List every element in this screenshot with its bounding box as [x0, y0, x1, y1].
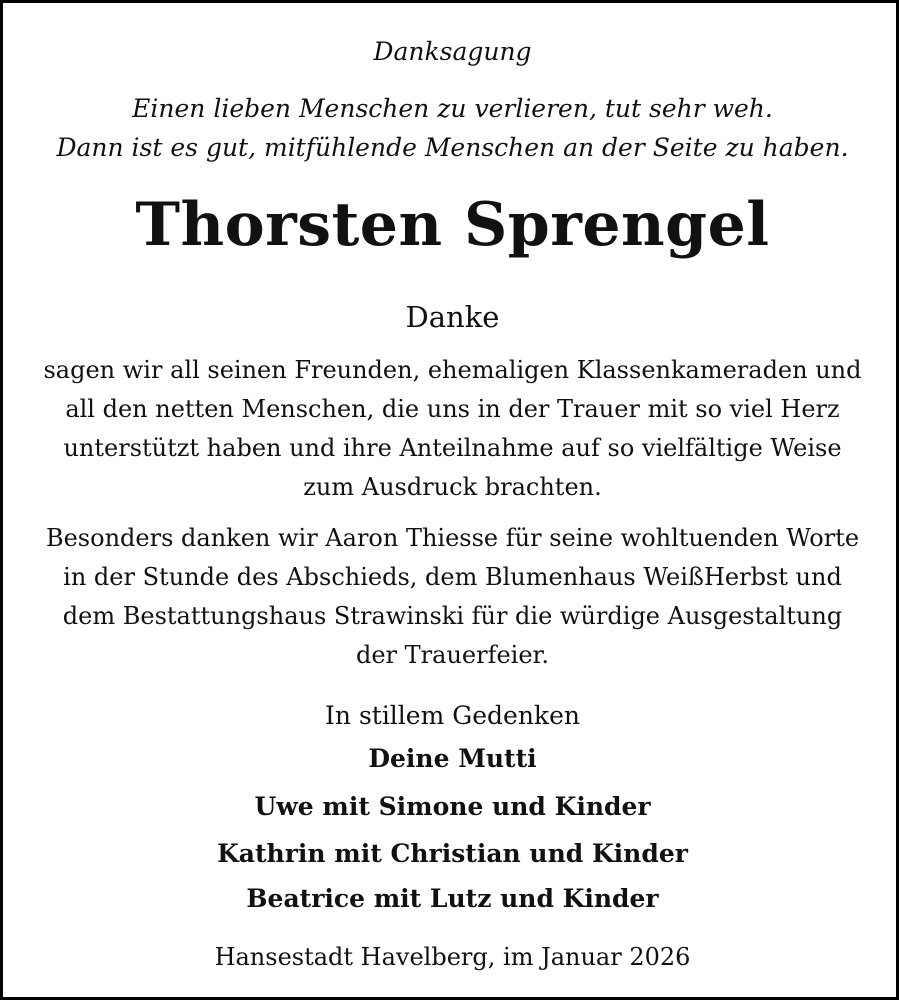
memory-line: In stillem Gedenken: [325, 701, 580, 730]
quote-line-2: Dann ist es gut, mitfühlende Menschen an der Seite zu haben.: [56, 133, 849, 162]
thanks-paragraph-2-line-3: dem Bestattungshaus Strawinski für die würdige Ausgestaltung: [62, 602, 843, 630]
family-line-1: Deine Mutti: [368, 744, 537, 773]
thanks-paragraph-2-line-2: in der Stunde des Abschieds, dem Blumenhaus WeißHerbst und: [63, 563, 842, 591]
deceased-name: Thorsten Sprengel: [135, 190, 770, 260]
thanks-paragraph-2-line-1: Besonders danken wir Aaron Thiesse für seine wohltuenden Worte: [45, 524, 860, 552]
family-line-4: Beatrice mit Lutz und Kinder: [246, 884, 659, 913]
thanks-paragraph-2-line-4: der Trauerfeier.: [355, 641, 550, 669]
thanks-paragraph-1-line-1: sagen wir all seinen Freunden, ehemaligen Klassenkameraden und: [43, 356, 862, 384]
thanks-word: Danke: [405, 300, 500, 334]
family-line-2: Uwe mit Simone und Kinder: [254, 792, 651, 821]
place-and-date: Hansestadt Havelberg, im Januar 2026: [214, 943, 691, 971]
notice-heading: Danksagung: [373, 37, 532, 66]
quote-line-1: Einen lieben Menschen zu verlieren, tut sehr weh.: [132, 94, 773, 123]
family-line-3: Kathrin mit Christian und Kinder: [217, 839, 688, 868]
thanks-paragraph-1-line-2: all den netten Menschen, die uns in der Trauer mit so viel Herz: [65, 395, 840, 423]
thanks-paragraph-1-line-3: unterstützt haben und ihre Anteilnahme auf so vielfältige Weise: [63, 434, 842, 462]
thanks-paragraph-1-line-4: zum Ausdruck brachten.: [303, 473, 602, 501]
